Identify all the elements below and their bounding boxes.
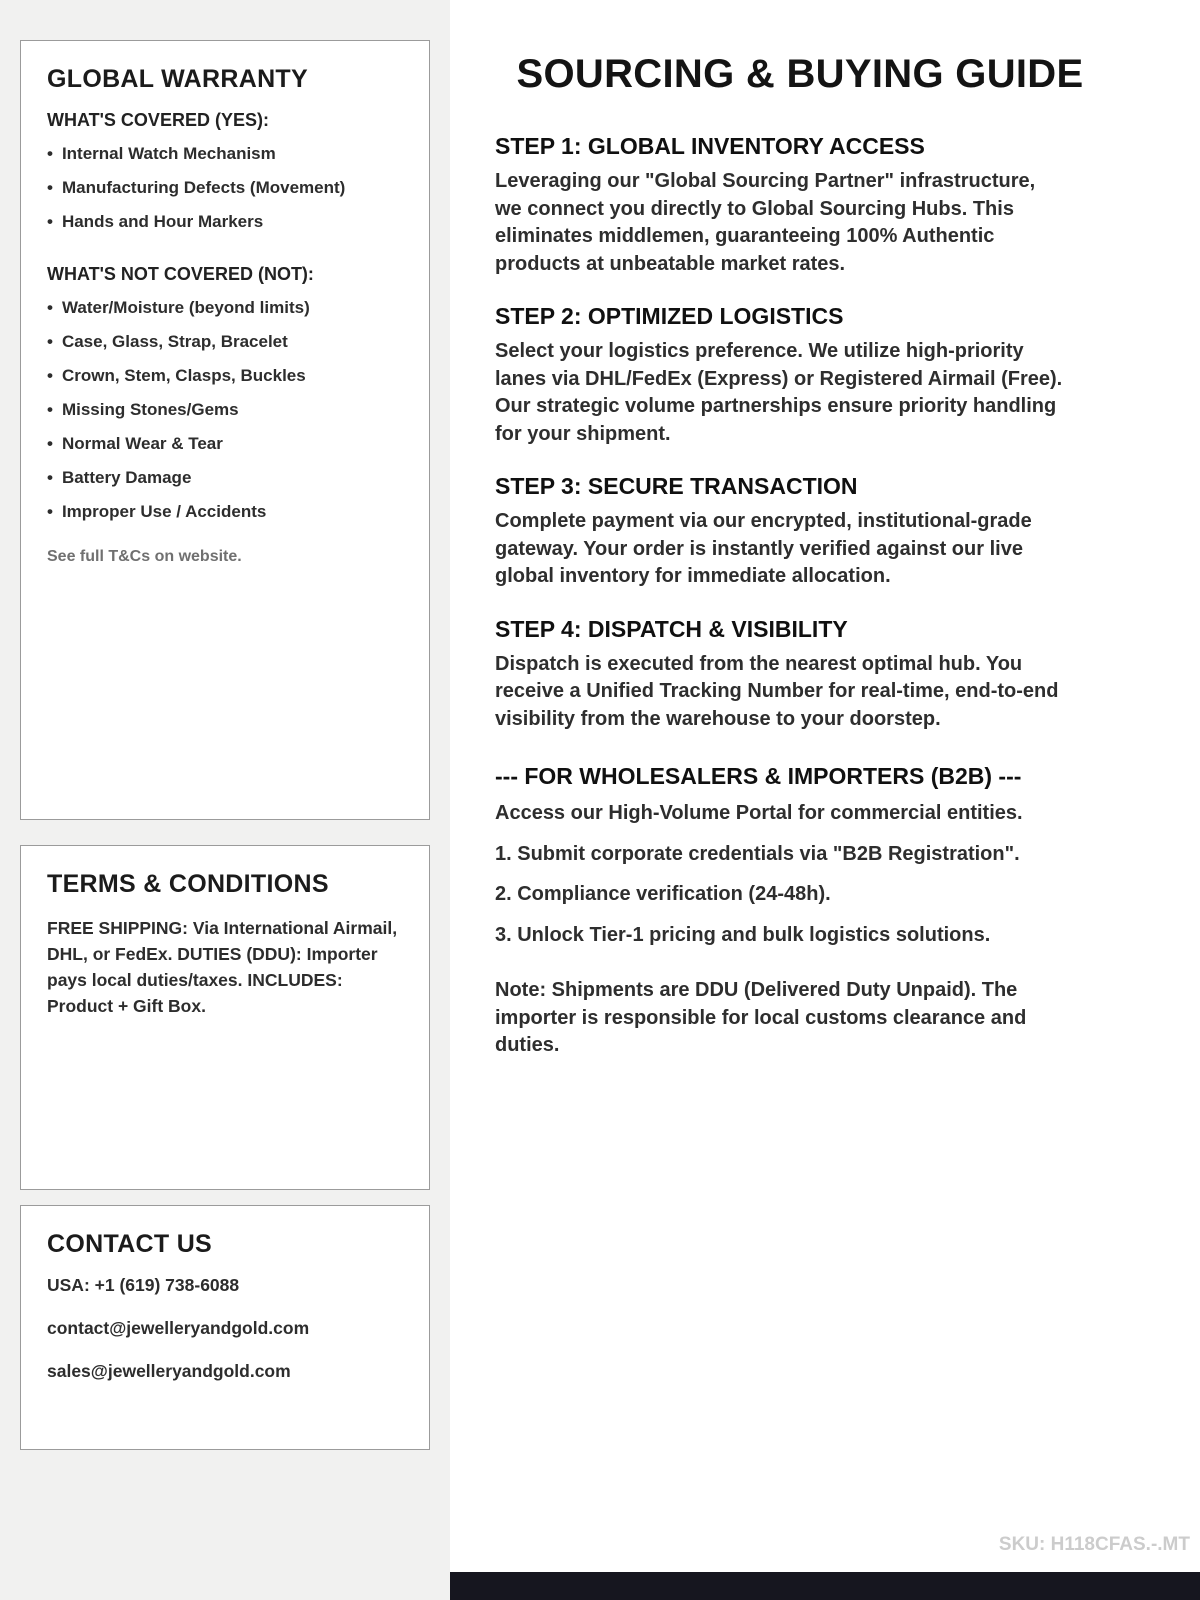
contact-panel	[20, 1205, 430, 1450]
step-1-body: Leveraging our "Global Sourcing Partner" infrastructure, we connect you directly to Global Sourcing Hubs. This eliminates middlemen, guaranteeing 100% Authentic products at unbeatable market rates.	[495, 170, 1036, 275]
b2b-intro: Access our High-Volume Portal for commercial entities.	[495, 802, 1023, 824]
warranty-footnote: See full T&Cs on website.	[47, 548, 242, 565]
sidebar	[0, 0, 450, 1600]
step-4	[495, 616, 1105, 734]
b2b-section	[495, 763, 1105, 1060]
step-1	[495, 133, 1105, 278]
step-3-heading: STEP 3: SECURE TRANSACTION	[495, 473, 858, 499]
contact-title: CONTACT US	[47, 1230, 213, 1258]
b2b-item-1: 1. Submit corporate credentials via "B2B Registration".	[495, 842, 1020, 865]
step-2-heading: STEP 2: OPTIMIZED LOGISTICS	[495, 303, 844, 329]
terms-panel	[20, 845, 430, 1190]
warranty-title: GLOBAL WARRANTY	[47, 65, 308, 93]
list-item: • Battery Damage	[47, 467, 403, 488]
list-item: • Manufacturing Defects (Movement)	[47, 177, 403, 198]
list-item: • Water/Moisture (beyond limits)	[47, 297, 403, 318]
step-3	[495, 473, 1105, 591]
list-item: • Normal Wear & Tear	[47, 433, 403, 454]
list-item: • Case, Glass, Strap, Bracelet	[47, 331, 403, 352]
contact-email-primary: contact@jewelleryandgold.com	[47, 1318, 310, 1338]
main-content-area	[450, 0, 1200, 1600]
warranty-covered-list	[47, 143, 403, 232]
b2b-note: Note: Shipments are DDU (Delivered Duty Unpaid). The importer is responsible for local customs clearance and duties.	[495, 979, 1027, 1056]
page-title: SOURCING & BUYING GUIDE	[516, 52, 1084, 96]
step-2-body: Select your logistics preference. We utilize high-priority lanes via DHL/FedEx (Express) or Registered Airmail (Free). Our strategic volume partnerships ensure priority handling for your shipment.	[495, 340, 1063, 445]
bottom-bar	[450, 1572, 1200, 1600]
b2b-item-2: 2. Compliance verification (24-48h).	[495, 883, 831, 905]
guide	[495, 52, 1105, 1060]
warranty-not-covered-heading: WHAT'S NOT COVERED (NOT):	[47, 264, 314, 284]
list-item: • Missing Stones/Gems	[47, 399, 403, 420]
contact-phone: USA: +1 (619) 738-6088	[47, 1275, 240, 1295]
b2b-heading: --- FOR WHOLESALERS & IMPORTERS (B2B) ---	[495, 763, 1022, 789]
warranty-covered-heading: WHAT'S COVERED (YES):	[47, 110, 269, 130]
warranty-panel	[20, 40, 430, 820]
step-4-heading: STEP 4: DISPATCH & VISIBILITY	[495, 615, 848, 642]
step-1-heading: STEP 1: GLOBAL INVENTORY ACCESS	[495, 133, 925, 159]
step-3-body: Complete payment via our encrypted, institutional-grade gateway. Your order is instantly verified against our live global inventory for immediate allocation.	[495, 510, 1032, 587]
b2b-item-3: 3. Unlock Tier-1 pricing and bulk logistics solutions.	[495, 923, 991, 946]
warranty-not-covered-list	[47, 297, 403, 522]
terms-body: FREE SHIPPING: Via International Airmail, DHL, or FedEx. DUTIES (DDU): Importer pays local duties/taxes. INCLUDES: Product + Gift Box.	[47, 918, 398, 1016]
list-item: • Improper Use / Accidents	[47, 501, 403, 522]
list-item: • Internal Watch Mechanism	[47, 143, 403, 164]
list-item: • Hands and Hour Markers	[47, 211, 403, 232]
contact-email-sales: sales@jewelleryandgold.com	[47, 1361, 291, 1381]
terms-title: TERMS & CONDITIONS	[47, 870, 329, 898]
list-item: • Crown, Stem, Clasps, Buckles	[47, 365, 403, 386]
step-4-body: Dispatch is executed from the nearest optimal hub. You receive a Unified Tracking Number for real-time, end-to-end visibility from the warehouse to your doorstep.	[495, 652, 1059, 730]
step-2	[495, 303, 1105, 448]
sku-label: SKU: H118CFAS.-.MT	[998, 1534, 1190, 1555]
